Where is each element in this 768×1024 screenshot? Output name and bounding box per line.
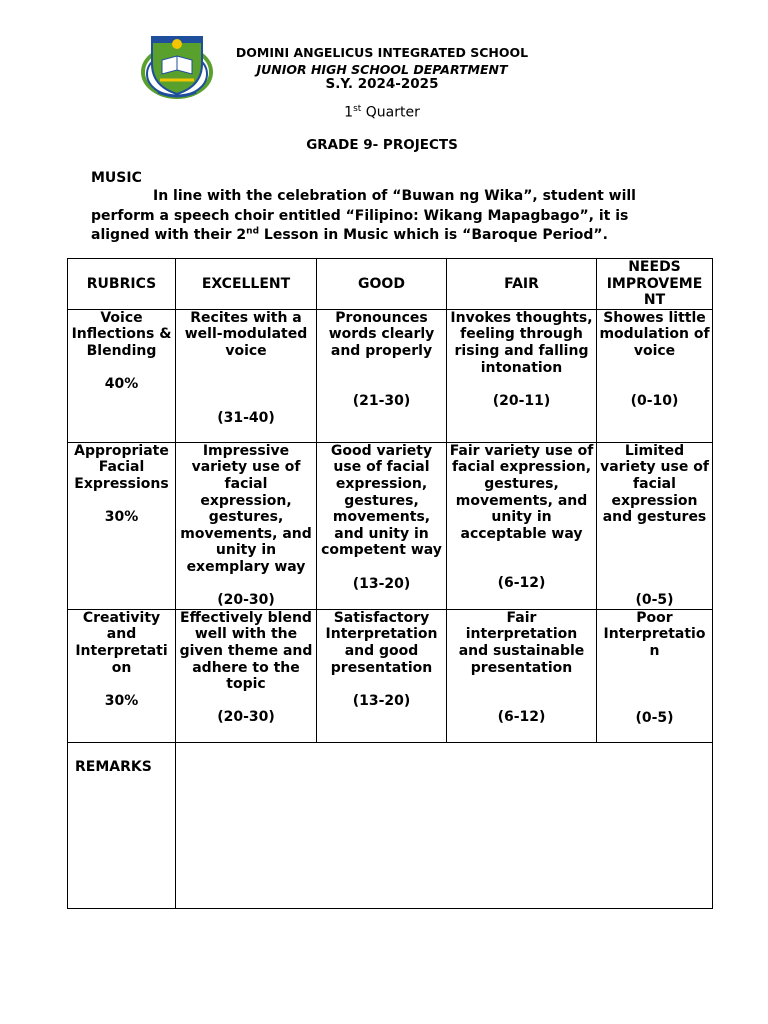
fair-cell — [447, 609, 597, 742]
descriptor: Effectively blend well with the given theme and adhere to the topic — [179, 609, 313, 693]
remarks-row — [68, 742, 713, 908]
descriptor: Pronounces words clearly and properly — [328, 309, 435, 359]
school-name: DOMINI ANGELICUS INTEGRATED SCHOOL — [235, 45, 529, 60]
description-line-3-a: aligned with their 2 — [91, 227, 247, 243]
fair-cell — [447, 442, 597, 609]
projects-title: GRADE 9- PROJECTS — [306, 137, 458, 153]
description-line-3-b: Lesson in Music which is “Baroque Period”. — [259, 227, 608, 243]
criterion-name: Voice Inflections & Blending — [71, 309, 172, 359]
project-description — [91, 187, 651, 246]
header-excellent: EXCELLENT — [176, 259, 317, 310]
score-range: (13-20) — [352, 575, 411, 592]
criterion-cell — [68, 609, 176, 742]
needs-improvement-cell — [597, 309, 713, 442]
remarks-label: REMARKS — [68, 742, 176, 908]
criterion-weight: 30% — [104, 509, 139, 526]
score-range: (31-40) — [217, 409, 275, 426]
remarks-field[interactable] — [176, 742, 713, 908]
needs-improvement-cell — [597, 609, 713, 742]
excellent-cell — [176, 442, 317, 609]
description-line-3 — [91, 226, 651, 246]
score-range: (20-30) — [217, 592, 275, 609]
quarter-suffix: st — [353, 104, 362, 114]
descriptor: Satisfactory Interpretation and good presentation — [325, 609, 438, 676]
quarter-word: Quarter — [361, 104, 420, 121]
quarter-number: 1 — [344, 104, 354, 121]
criterion-name: Appropriate Facial Expressions — [74, 442, 169, 492]
score-range: (20-11) — [492, 392, 551, 409]
header-needs-improvement: NEEDS IMPROVEME NT — [597, 259, 713, 310]
criterion-weight: 40% — [104, 376, 139, 393]
score-range: (0-10) — [630, 392, 679, 409]
criterion-weight: 30% — [104, 692, 139, 709]
description-line-2: perform a speech choir entitled “Filipino: Wikang Mapagbago”, it is — [91, 207, 629, 224]
good-cell — [317, 309, 447, 442]
table-row — [68, 309, 713, 442]
description-line-3-sup: nd — [246, 226, 260, 237]
excellent-cell — [176, 609, 317, 742]
needs-improvement-cell — [597, 442, 713, 609]
descriptor: Impressive variety use of facial expression, gestures, movements, and unity in exemplary way — [180, 442, 312, 575]
table-header-row — [68, 259, 713, 310]
criterion-cell — [68, 442, 176, 609]
score-range: (6-12) — [497, 575, 546, 592]
descriptor: Recites with a well-modulated voice — [184, 309, 308, 359]
criterion-cell — [68, 309, 176, 442]
descriptor: Fair interpretation and sustainable presentation — [458, 609, 585, 676]
descriptor: Good variety use of facial expression, gestures, movements, and unity in competent way — [321, 442, 442, 559]
score-range: (13-20) — [352, 692, 411, 709]
quarter-label — [0, 104, 764, 121]
score-range: (0-5) — [635, 591, 674, 608]
score-range: (21-30) — [352, 392, 411, 409]
score-range: (0-5) — [635, 709, 674, 726]
table-row — [68, 442, 713, 609]
description-line-1: In line with the celebration of “Buwan ng Wika”, student will — [153, 188, 636, 204]
score-range: (6-12) — [497, 709, 546, 726]
excellent-cell — [176, 309, 317, 442]
rubric-table — [67, 258, 713, 909]
department-name: JUNIOR HIGH SCHOOL DEPARTMENT — [256, 62, 508, 77]
subject-title: MUSIC — [91, 170, 142, 186]
good-cell — [317, 609, 447, 742]
descriptor: Invokes thoughts, feeling through rising and falling intonation — [450, 309, 593, 376]
header-fair: FAIR — [447, 259, 597, 310]
table-row — [68, 609, 713, 742]
school-year: S.Y. 2024-2025 — [325, 76, 439, 92]
good-cell — [317, 442, 447, 609]
descriptor: Limited variety use of facial expression and gestures — [600, 442, 709, 526]
fair-cell — [447, 309, 597, 442]
descriptor: Fair variety use of facial expression, gestures, movements, and unity in acceptable way — [449, 442, 594, 542]
descriptor: Showes little modulation of voice — [599, 309, 710, 359]
criterion-name: Creativity and Interpretati on — [75, 609, 168, 676]
header-good: GOOD — [317, 259, 447, 310]
descriptor: Poor Interpretatio n — [603, 609, 706, 659]
score-range: (20-30) — [217, 709, 275, 726]
header-rubrics: RUBRICS — [68, 259, 176, 310]
